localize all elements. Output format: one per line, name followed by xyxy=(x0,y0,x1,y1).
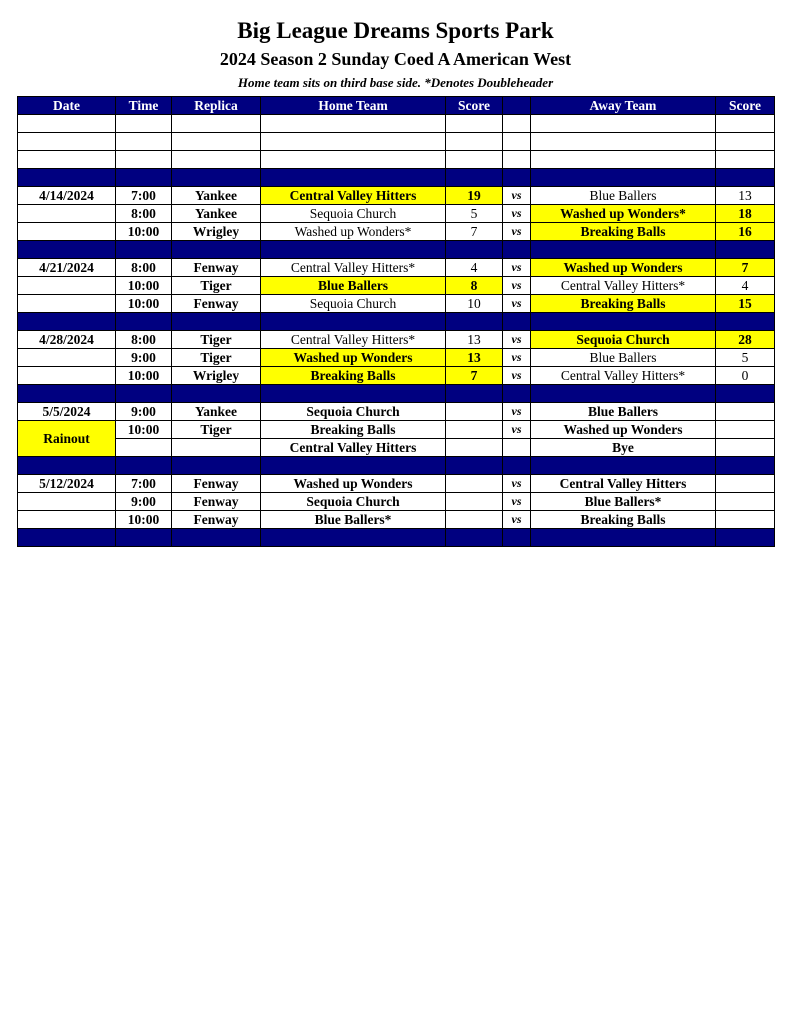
game-row xyxy=(18,439,775,457)
game-replica: Yankee xyxy=(172,403,261,421)
game-time: 9:00 xyxy=(116,403,172,421)
home-score xyxy=(446,493,503,511)
away-score: 15 xyxy=(716,295,775,313)
column-header-home-score: Score xyxy=(446,97,503,115)
game-time: 10:00 xyxy=(116,295,172,313)
game-time: 10:00 xyxy=(116,367,172,385)
game-row xyxy=(18,295,775,313)
page-title: Big League Dreams Sports Park xyxy=(237,18,554,43)
versus: vs xyxy=(503,349,531,367)
game-replica: Tiger xyxy=(172,277,261,295)
away-team: Blue Ballers xyxy=(531,403,716,421)
home-score xyxy=(446,511,503,529)
game-time: 10:00 xyxy=(116,421,172,439)
away-team: Breaking Balls xyxy=(531,295,716,313)
away-score: 5 xyxy=(716,349,775,367)
rainout-note: Rainout xyxy=(18,421,116,457)
game-time xyxy=(116,439,172,457)
game-replica: Fenway xyxy=(172,259,261,277)
away-score: 7 xyxy=(716,259,775,277)
home-score xyxy=(446,403,503,421)
game-replica: Wrigley xyxy=(172,223,261,241)
game-replica: Wrigley xyxy=(172,367,261,385)
versus: vs xyxy=(503,223,531,241)
away-team: Breaking Balls xyxy=(531,511,716,529)
game-date: 5/12/2024 xyxy=(18,475,116,493)
game-row xyxy=(18,277,775,295)
away-team: Bye xyxy=(531,439,716,457)
away-score xyxy=(716,421,775,439)
game-row xyxy=(18,259,775,277)
home-team: Sequoia Church xyxy=(261,295,446,313)
away-team: Blue Ballers* xyxy=(531,493,716,511)
column-header-vs xyxy=(503,97,531,115)
game-time: 9:00 xyxy=(116,493,172,511)
versus: vs xyxy=(503,295,531,313)
empty-row xyxy=(18,133,775,151)
game-replica: Fenway xyxy=(172,475,261,493)
game-row xyxy=(18,475,775,493)
away-team: Blue Ballers xyxy=(531,187,716,205)
game-date: 4/21/2024 xyxy=(18,259,116,277)
schedule-body xyxy=(18,115,775,547)
away-score: 28 xyxy=(716,331,775,349)
schedule-table xyxy=(17,96,775,547)
page-subtitle: 2024 Season 2 Sunday Coed A American West xyxy=(219,49,572,69)
home-team: Sequoia Church xyxy=(261,403,446,421)
column-header-home-team: Home Team xyxy=(261,97,446,115)
home-score xyxy=(446,439,503,457)
versus: vs xyxy=(503,475,531,493)
game-replica: Tiger xyxy=(172,421,261,439)
game-time: 10:00 xyxy=(116,511,172,529)
away-score xyxy=(716,403,775,421)
home-team: Washed up Wonders xyxy=(261,475,446,493)
game-time: 8:00 xyxy=(116,205,172,223)
game-time: 10:00 xyxy=(116,223,172,241)
away-team: Blue Ballers xyxy=(531,349,716,367)
game-row xyxy=(18,187,775,205)
empty-row xyxy=(18,115,775,133)
game-replica: Fenway xyxy=(172,295,261,313)
home-score: 5 xyxy=(446,205,503,223)
game-date: 4/14/2024 xyxy=(18,187,116,205)
column-header-time: Time xyxy=(116,97,172,115)
home-score xyxy=(446,475,503,493)
week-separator xyxy=(18,241,775,259)
game-replica xyxy=(172,439,261,457)
away-score xyxy=(716,439,775,457)
away-score xyxy=(716,475,775,493)
home-team: Blue Ballers* xyxy=(261,511,446,529)
away-team: Central Valley Hitters* xyxy=(531,367,716,385)
game-time: 8:00 xyxy=(116,331,172,349)
home-team: Washed up Wonders* xyxy=(261,223,446,241)
versus: vs xyxy=(503,331,531,349)
game-replica: Yankee xyxy=(172,205,261,223)
home-team: Central Valley Hitters* xyxy=(261,331,446,349)
game-row xyxy=(18,421,775,439)
week-separator xyxy=(18,385,775,403)
game-date-blank xyxy=(18,493,116,511)
game-replica: Tiger xyxy=(172,331,261,349)
home-score: 7 xyxy=(446,367,503,385)
versus xyxy=(503,439,531,457)
game-date-blank xyxy=(18,349,116,367)
home-team: Breaking Balls xyxy=(261,421,446,439)
week-separator xyxy=(18,529,775,547)
away-score: 4 xyxy=(716,277,775,295)
away-team: Washed up Wonders* xyxy=(531,205,716,223)
home-team: Central Valley Hitters xyxy=(261,439,446,457)
home-team: Sequoia Church xyxy=(261,205,446,223)
away-team: Central Valley Hitters xyxy=(531,475,716,493)
game-date-blank xyxy=(18,205,116,223)
home-score: 19 xyxy=(446,187,503,205)
versus: vs xyxy=(503,205,531,223)
column-header-date: Date xyxy=(18,97,116,115)
game-date-blank xyxy=(18,511,116,529)
column-header-away-score: Score xyxy=(716,97,775,115)
home-score: 7 xyxy=(446,223,503,241)
game-date-blank xyxy=(18,367,116,385)
away-score: 18 xyxy=(716,205,775,223)
home-score: 10 xyxy=(446,295,503,313)
game-replica: Yankee xyxy=(172,187,261,205)
game-row xyxy=(18,511,775,529)
home-team: Blue Ballers xyxy=(261,277,446,295)
game-date-blank xyxy=(18,223,116,241)
home-score: 4 xyxy=(446,259,503,277)
home-score: 8 xyxy=(446,277,503,295)
away-score: 13 xyxy=(716,187,775,205)
game-row xyxy=(18,367,775,385)
home-team: Central Valley Hitters* xyxy=(261,259,446,277)
home-team: Washed up Wonders xyxy=(261,349,446,367)
home-team: Central Valley Hitters xyxy=(261,187,446,205)
game-replica: Fenway xyxy=(172,493,261,511)
game-row xyxy=(18,493,775,511)
versus: vs xyxy=(503,367,531,385)
away-team: Sequoia Church xyxy=(531,331,716,349)
game-row xyxy=(18,403,775,421)
home-team: Sequoia Church xyxy=(261,493,446,511)
column-header-away-team: Away Team xyxy=(531,97,716,115)
week-separator xyxy=(18,169,775,187)
game-row xyxy=(18,205,775,223)
game-row xyxy=(18,331,775,349)
game-date: 4/28/2024 xyxy=(18,331,116,349)
home-team: Breaking Balls xyxy=(261,367,446,385)
game-replica: Fenway xyxy=(172,511,261,529)
away-team: Washed up Wonders xyxy=(531,259,716,277)
header-row xyxy=(18,97,775,115)
away-score xyxy=(716,511,775,529)
home-score: 13 xyxy=(446,349,503,367)
versus: vs xyxy=(503,277,531,295)
game-time: 9:00 xyxy=(116,349,172,367)
game-date-blank xyxy=(18,277,116,295)
week-separator xyxy=(18,457,775,475)
away-score xyxy=(716,493,775,511)
game-time: 7:00 xyxy=(116,187,172,205)
versus: vs xyxy=(503,511,531,529)
week-separator xyxy=(18,313,775,331)
versus: vs xyxy=(503,403,531,421)
game-replica: Tiger xyxy=(172,349,261,367)
game-time: 7:00 xyxy=(116,475,172,493)
versus: vs xyxy=(503,421,531,439)
home-score xyxy=(446,421,503,439)
column-header-replica: Replica xyxy=(172,97,261,115)
away-team: Breaking Balls xyxy=(531,223,716,241)
empty-row xyxy=(18,151,775,169)
home-score: 13 xyxy=(446,331,503,349)
game-row xyxy=(18,223,775,241)
versus: vs xyxy=(503,187,531,205)
game-time: 8:00 xyxy=(116,259,172,277)
away-team: Washed up Wonders xyxy=(531,421,716,439)
schedule-note: Home team sits on third base side. *Denotes Doubleheader xyxy=(237,75,554,90)
game-date-blank xyxy=(18,295,116,313)
game-date: 5/5/2024 xyxy=(18,403,116,421)
away-team: Central Valley Hitters* xyxy=(531,277,716,295)
game-row xyxy=(18,349,775,367)
versus: vs xyxy=(503,259,531,277)
versus: vs xyxy=(503,493,531,511)
away-score: 16 xyxy=(716,223,775,241)
game-time: 10:00 xyxy=(116,277,172,295)
away-score: 0 xyxy=(716,367,775,385)
